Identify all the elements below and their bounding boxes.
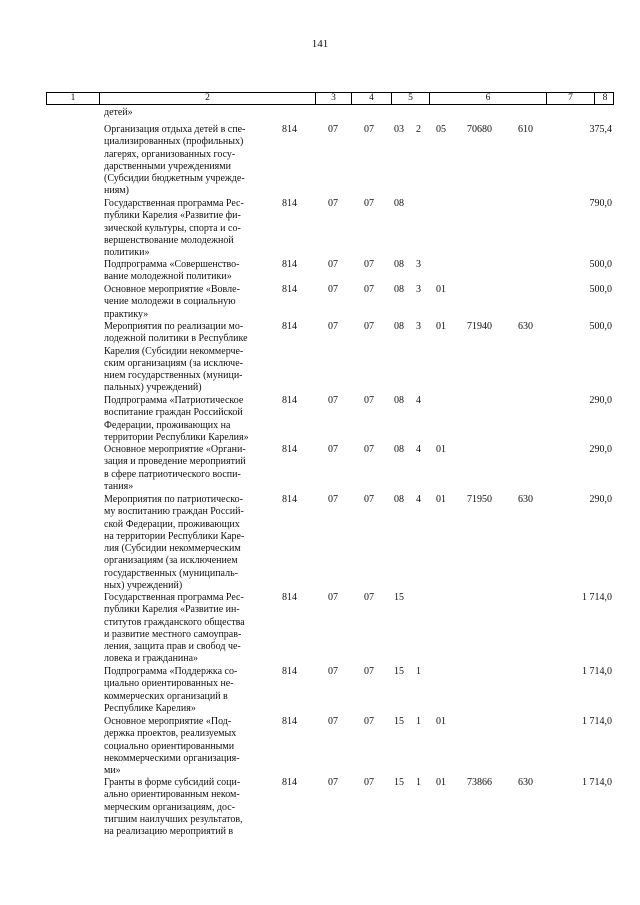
cell-c8: 1 714,0 — [582, 666, 612, 677]
row-name-line: Республике Карелия» — [104, 702, 196, 714]
cell-c6b: 3 — [416, 284, 421, 295]
row-name-line: воспитание граждан Российской — [104, 407, 243, 419]
cell-c4: 07 — [328, 198, 338, 209]
cell-c5: 07 — [364, 716, 374, 727]
cell-c6b: 4 — [416, 444, 421, 455]
cell-c6a: 08 — [394, 259, 404, 270]
header-cell: 5 — [392, 93, 430, 104]
cell-c3: 814 — [282, 777, 297, 788]
row-name-line: лагерях, организованных госу- — [104, 148, 236, 160]
cell-c4: 07 — [328, 777, 338, 788]
row-name — [104, 321, 264, 395]
cell-c4: 07 — [328, 444, 338, 455]
cell-c8: 375,4 — [589, 124, 612, 135]
row-name-line: Государственная программа Рес- — [104, 198, 244, 209]
cell-c6c: 01 — [436, 444, 446, 455]
cell-c5: 07 — [364, 198, 374, 209]
cell-c5: 07 — [364, 395, 374, 406]
cell-c8: 1 714,0 — [582, 777, 612, 788]
cell-c6a: 08 — [394, 198, 404, 209]
cell-c7: 630 — [518, 494, 533, 505]
cell-c6c: 01 — [436, 494, 446, 505]
cell-c6d: 70680 — [467, 124, 492, 135]
row-name — [104, 198, 264, 259]
row-name-line: ститутов гражданского общества — [104, 616, 245, 628]
cell-c6a: 08 — [394, 321, 404, 332]
row-name-line: лия (Субсидии некоммерческим — [104, 543, 241, 555]
cell-c8: 290,0 — [589, 494, 612, 505]
header-cell: 4 — [352, 93, 392, 104]
row-name-line: ской Федерации, проживающих — [104, 518, 240, 530]
header-cell: 6 — [430, 93, 547, 104]
row-name-line: циализированных (профильных) — [104, 136, 244, 148]
cell-c6c: 01 — [436, 321, 446, 332]
row-name-line: Государственная программа Рес- — [104, 592, 244, 603]
cell-c6d: 71950 — [467, 494, 492, 505]
row-name-line: в сфере патриотического воспи- — [104, 468, 241, 480]
cell-c7: 630 — [518, 321, 533, 332]
row-name-line: Карелия (Субсидии некоммерче- — [104, 345, 244, 357]
cell-c8: 1 714,0 — [582, 592, 612, 603]
cell-c6a: 08 — [394, 395, 404, 406]
cell-c6c: 01 — [436, 777, 446, 788]
row-name-line: Основное мероприятие «Органи- — [104, 444, 246, 455]
row-name — [104, 124, 264, 198]
row-name-line: социально ориентированными — [104, 740, 235, 752]
cell-c6b: 2 — [416, 124, 421, 135]
row-name-line: ниям) — [104, 185, 129, 197]
cell-c6b: 3 — [416, 259, 421, 270]
row-name-line: территории Республики Карелия» — [104, 431, 249, 443]
cell-c6b: 4 — [416, 395, 421, 406]
row-name-line: Подпрограмма «Совершенство- — [104, 259, 240, 270]
cell-c6a: 15 — [394, 666, 404, 677]
cell-c6c: 05 — [436, 124, 446, 135]
cell-c3: 814 — [282, 494, 297, 505]
row-name-line: вание молодежной политики» — [104, 271, 232, 283]
row-name-line: организациям (за исключением — [104, 555, 238, 567]
cell-c3: 814 — [282, 716, 297, 727]
row-name-line: и развитие местного самоуправ- — [104, 628, 242, 640]
cell-c7: 610 — [518, 124, 533, 135]
cell-c8: 290,0 — [589, 444, 612, 455]
row-name-line: ским организациям (за исключе- — [104, 357, 243, 369]
cell-c6b: 1 — [416, 777, 421, 788]
cell-c3: 814 — [282, 198, 297, 209]
row-name-line: зической культуры, спорта и со- — [104, 222, 241, 234]
cell-c5: 07 — [364, 777, 374, 788]
cell-c6a: 08 — [394, 494, 404, 505]
row-name — [104, 284, 264, 321]
row-name-line: Мероприятия по реализации мо- — [104, 321, 244, 332]
cell-c4: 07 — [328, 259, 338, 270]
row-name-line: дарственными учреждениями — [104, 160, 231, 172]
cell-c3: 814 — [282, 321, 297, 332]
cell-c6b: 4 — [416, 494, 421, 505]
row-name-line: ных) учреждений) — [104, 580, 183, 592]
row-name-line: публики Карелия «Развитие ин- — [104, 604, 240, 616]
row-name-line: ловека и гражданина» — [104, 653, 199, 665]
row-name-line: Федерации, проживающих на — [104, 419, 231, 431]
cell-c6a: 15 — [394, 777, 404, 788]
cell-c6b: 1 — [416, 716, 421, 727]
row-name-line: политики» — [104, 247, 150, 259]
header-cell: 2 — [100, 93, 316, 104]
cell-c8: 1 714,0 — [582, 716, 612, 727]
header-cell: 1 — [47, 93, 100, 104]
row-name-line: мерческим организациям, дос- — [104, 801, 236, 813]
row-name — [104, 395, 264, 444]
row-name-line: коммерческих организаций в — [104, 690, 228, 702]
row-name-line: зация и проведение мероприятий — [104, 456, 246, 468]
cell-c6a: 08 — [394, 444, 404, 455]
row-name — [104, 777, 264, 838]
cell-c3: 814 — [282, 259, 297, 270]
cell-c6a: 08 — [394, 284, 404, 295]
cell-c4: 07 — [328, 321, 338, 332]
row-name: детей» — [104, 107, 133, 118]
header-cell: 3 — [316, 93, 352, 104]
cell-c5: 07 — [364, 124, 374, 135]
row-name-line: некоммерческими организация- — [104, 752, 240, 764]
row-name-line: Гранты в форме субсидий соци- — [104, 777, 241, 788]
row-name-line: (Субсидии бюджетным учрежде- — [104, 173, 245, 185]
cell-c3: 814 — [282, 666, 297, 677]
cell-c7: 630 — [518, 777, 533, 788]
header-cell: 8 — [602, 93, 608, 103]
cell-c4: 07 — [328, 666, 338, 677]
cell-c5: 07 — [364, 444, 374, 455]
cell-c6d: 71940 — [467, 321, 492, 332]
cell-c6a: 15 — [394, 716, 404, 727]
cell-c6a: 15 — [394, 592, 404, 603]
cell-c5: 07 — [364, 666, 374, 677]
row-name-line: циально ориентированных не- — [104, 678, 234, 690]
row-name — [104, 494, 264, 592]
cell-c6c: 01 — [436, 716, 446, 727]
page-number: 141 — [311, 38, 329, 50]
row-name-line: держка проектов, реализуемых — [104, 728, 237, 740]
cell-c6b: 1 — [416, 666, 421, 677]
row-name-line: пальных) учреждений) — [104, 382, 202, 394]
cell-c6d: 73866 — [467, 777, 492, 788]
row-name — [104, 666, 264, 715]
row-name-line: Основное мероприятие «Под- — [104, 716, 232, 727]
cell-c4: 07 — [328, 716, 338, 727]
cell-c8: 790,0 — [589, 198, 612, 209]
cell-c4: 07 — [328, 124, 338, 135]
row-name-line: нием государственных (муници- — [104, 370, 243, 382]
row-name-line: государственных (муниципаль- — [104, 567, 238, 579]
row-name-line: на реализацию мероприятий в — [104, 826, 234, 838]
row-name-line: Подпрограмма «Поддержка со- — [104, 666, 238, 677]
cell-c8: 290,0 — [589, 395, 612, 406]
row-name-line: публики Карелия «Развитие фи- — [104, 210, 241, 222]
row-name — [104, 592, 264, 666]
cell-c8: 500,0 — [589, 321, 612, 332]
cell-c5: 07 — [364, 592, 374, 603]
cell-c3: 814 — [282, 444, 297, 455]
row-name-line: практику» — [104, 308, 149, 320]
cell-c5: 07 — [364, 259, 374, 270]
cell-c6c: 01 — [436, 284, 446, 295]
cell-c3: 814 — [282, 395, 297, 406]
cell-c4: 07 — [328, 592, 338, 603]
row-name-line: тания» — [104, 480, 134, 492]
row-name-line: му воспитанию граждан Россий- — [104, 506, 244, 518]
cell-c8: 500,0 — [589, 259, 612, 270]
cell-c3: 814 — [282, 592, 297, 603]
row-name-line: ми» — [104, 765, 121, 777]
row-name-line: лодежной политики в Республике — [104, 333, 248, 345]
row-name-line: Основное мероприятие «Вовле- — [104, 284, 240, 295]
row-name — [104, 716, 264, 777]
row-name-line: тигшим наилучших результатов, — [104, 813, 243, 825]
cell-c4: 07 — [328, 284, 338, 295]
row-name-line: на территории Республики Каре- — [104, 530, 245, 542]
cell-c3: 814 — [282, 124, 297, 135]
row-name-line: вершенствование молодежной — [104, 234, 234, 246]
row-name-line: ально ориентированным неком- — [104, 789, 240, 801]
row-name-line: ления, защита прав и свобод че- — [104, 641, 241, 653]
table-header-row — [46, 92, 614, 105]
row-name — [104, 259, 264, 284]
cell-c3: 814 — [282, 284, 297, 295]
cell-c5: 07 — [364, 494, 374, 505]
cell-c4: 07 — [328, 395, 338, 406]
cell-c8: 500,0 — [589, 284, 612, 295]
cell-c5: 07 — [364, 284, 374, 295]
cell-c4: 07 — [328, 494, 338, 505]
row-name-line: Подпрограмма «Патриотическое — [104, 395, 244, 406]
header-cell: 7 — [547, 93, 595, 104]
row-name-line: чение молодежи в социальную — [104, 296, 236, 308]
row-name-line: Мероприятия по патриотическо- — [104, 494, 243, 505]
cell-c5: 07 — [364, 321, 374, 332]
cell-c6a: 03 — [394, 124, 404, 135]
cell-c6b: 3 — [416, 321, 421, 332]
row-name-line: Организация отдыха детей в спе- — [104, 124, 246, 135]
row-name — [104, 444, 264, 493]
